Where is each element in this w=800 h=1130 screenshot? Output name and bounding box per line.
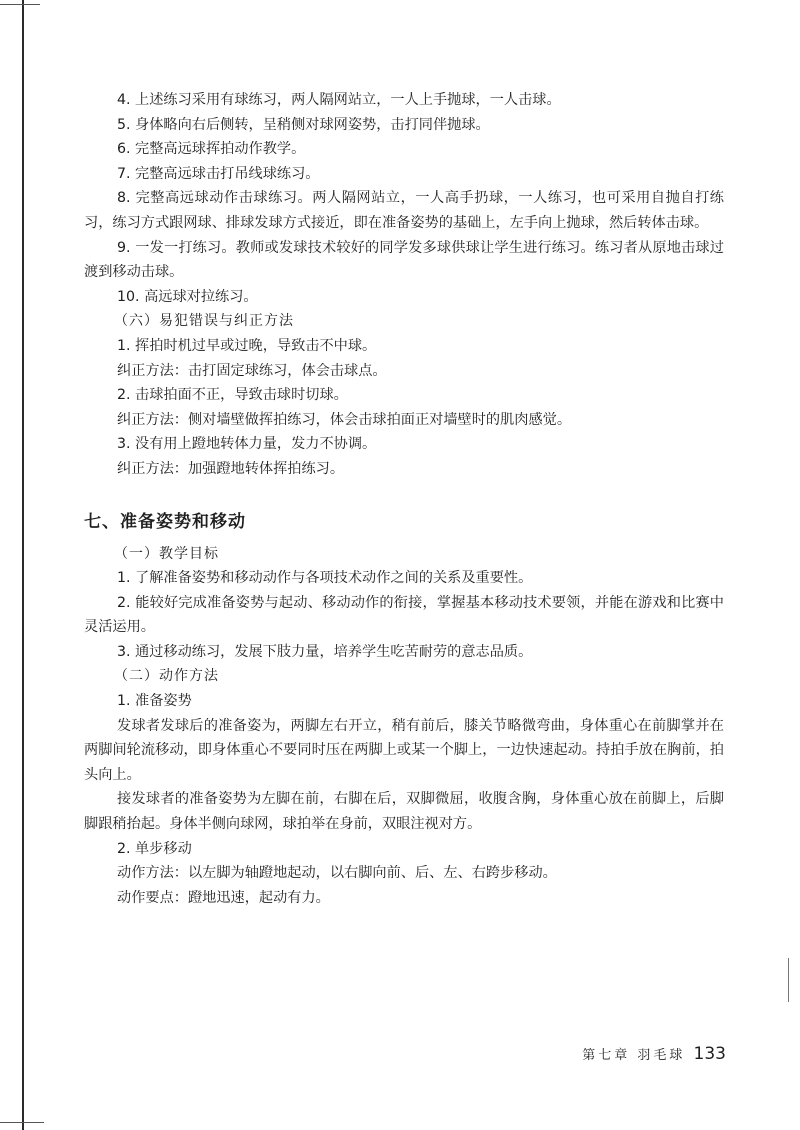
subheading-action-methods: （二）动作方法 — [114, 668, 219, 685]
goal-item-3: 3. 通过移动练习，发展下肢力量，培养学生吃苦耐劳的意志品质。 — [117, 643, 533, 660]
page-number: 133 — [693, 1044, 726, 1064]
error-item: 2. 击球拍面不正，导致击球时切球。 — [117, 387, 348, 404]
chapter-label: 第七章 羽毛球 — [582, 1048, 686, 1063]
page-footer — [582, 1044, 726, 1064]
single-step-method: 动作方法：以左脚为轴蹬地起动，以右脚向前、后、左、右跨步移动。 — [117, 865, 557, 882]
single-step-heading: 2. 单步移动 — [117, 840, 192, 857]
binding-tick-top — [0, 4, 40, 5]
practice-item-7: 7. 完整高远球击打吊线球练习。 — [117, 165, 320, 182]
practice-item-9: 9. 一发一打练习。教师或发球技术较好的同学发多球供球让学生进行练习。练习者从原地击球过渡到移动击球。 — [84, 239, 724, 281]
error-item: 1. 挥拍时机过早或过晚，导致击不中球。 — [117, 337, 377, 354]
practice-item-5: 5. 身体略向右后侧转，呈稍侧对球网姿势，击打同伴抛球。 — [117, 116, 490, 133]
section-title: 七、准备姿势和移动 — [84, 511, 246, 532]
practice-item-4: 4. 上述练习采用有球练习，两人隔网站立，一人上手抛球，一人击球。 — [117, 92, 561, 108]
practice-item-10: 10. 高远球对拉练习。 — [117, 288, 258, 305]
single-step-points: 动作要点：蹬地迅速，起动有力。 — [117, 889, 330, 906]
correction-item: 纠正方法：侧对墙壁做挥拍练习，体会击球拍面正对墙壁时的肌肉感觉。 — [117, 411, 572, 428]
margin-mark — [788, 958, 789, 1002]
goal-item-2: 2. 能较好完成准备姿势与起动、移动动作的衔接，掌握基本移动技术要领，并能在游戏和比赛中灵活运用。 — [84, 594, 724, 636]
ready-stance-server: 发球者发球后的准备姿为，两脚左右开立，稍有前后，膝关节略微弯曲，身体重心在前脚掌并在两脚间轮流移动，即身体重心不要同时压在两脚上或某一个脚上，一边快速起动。持拍手放在胸前，拍头向上。 — [84, 717, 724, 783]
correction-item: 纠正方法：加强蹬地转体挥拍练习。 — [117, 460, 345, 477]
practice-item-6: 6. 完整高远球挥拍动作教学。 — [117, 141, 306, 158]
subheading-common-errors: （六）易犯错误与纠正方法 — [114, 313, 294, 330]
goal-item-1: 1. 了解准备姿势和移动动作与各项技术动作之间的关系及重要性。 — [117, 570, 533, 587]
subheading-teaching-goals: （一）教学目标 — [114, 545, 219, 562]
correction-item: 纠正方法：击打固定球练习，体会击球点。 — [117, 362, 387, 379]
ready-stance-heading: 1. 准备姿势 — [117, 693, 192, 710]
ready-stance-receiver: 接发球者的准备姿势为左脚在前，右脚在后，双脚微屈，收腹含胸，身体重心放在前脚上，后脚脚跟稍抬起。身体半侧向球网，球拍举在身前，双眼注视对方。 — [84, 791, 724, 833]
binding-tick-bottom — [0, 1122, 44, 1123]
binding-line — [22, 0, 24, 1130]
practice-item-8: 8. 完整高远球动作击球练习。两人隔网站立，一人高手扔球，一人练习，也可采用自抛自打练习，练习方式跟网球、排球发球方式接近，即在准备姿势的基础上，左手向上抛球，然后转体击球。 — [84, 190, 724, 231]
error-item: 3. 没有用上蹬地转体力量，发力不协调。 — [117, 436, 377, 453]
page-body — [84, 88, 724, 910]
